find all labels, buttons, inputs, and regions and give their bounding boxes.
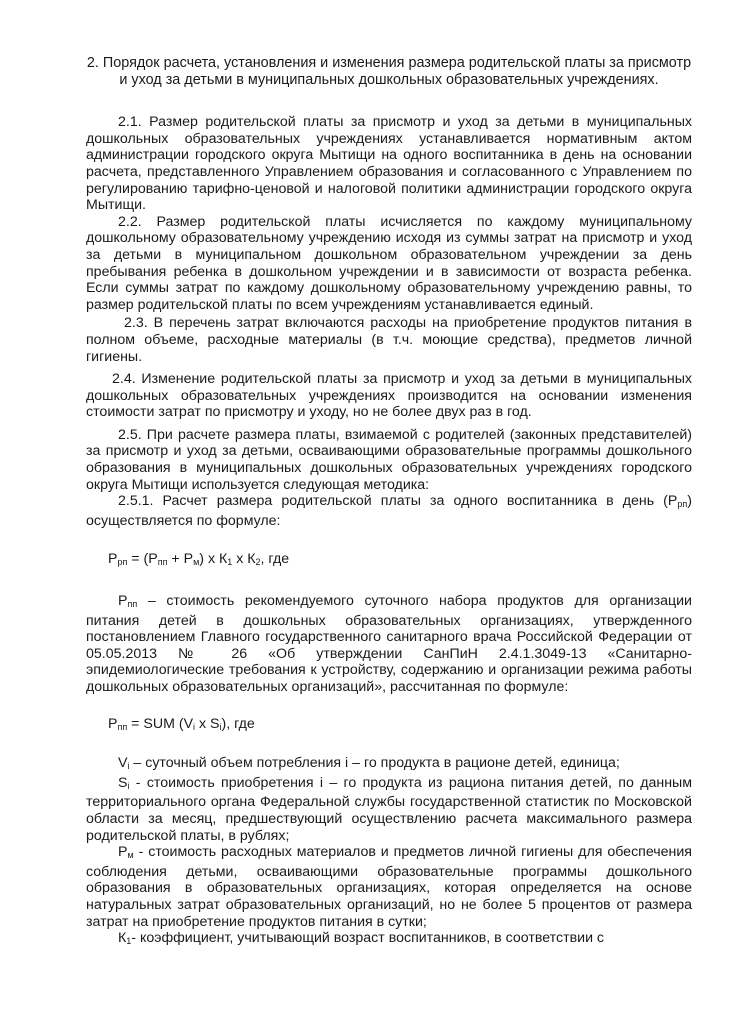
def-m-sym: Р [118, 844, 128, 861]
definition-pm [86, 844, 692, 930]
def-k1-sym: К [118, 930, 127, 947]
f2-lhs: Р [108, 715, 118, 732]
f1-eq: = (Р [127, 551, 158, 568]
formula-rpp [108, 551, 692, 571]
p251-symbol-sub: рп [677, 499, 688, 510]
definition-k1 [86, 930, 692, 950]
f1-ppp-sub: пп [157, 557, 168, 568]
f1-lhs-sub: рп [117, 557, 128, 568]
paragraph-2-2: 2.2. Размер родительской платы исчисляется по каждому муниципальному дошкольному образовательному учреждению исходя из суммы затрат на присмотр и уход за детьми в муниципальном дошкольном образовательном учреждении за день пребывания ребенка в дошкольном учреждении и в зависимости от возраста ребенка. Если суммы затрат по каждому дошкольному образовательному учреждению равны, то размер родительской платы по всем учреждениям устанавливается единый. [86, 213, 692, 313]
paragraph-2-4: 2.4. Изменение родительской платы за присмотр и уход за детьми в муниципальных дошкольных образовательных учреждениях производится на основании изменения стоимости затрат по присмотру и уходу, но не более двух раз в год. [86, 371, 692, 421]
p251-symbol: Р [667, 493, 678, 510]
f1-pm-sub: м [193, 557, 200, 568]
f1-k1-sub: 1 [227, 557, 233, 568]
def-ppp-text: – стоимость рекомендуемого суточного набора продуктов для организации питания детей в дошкольных образовательных организациях, утвержденного постановлением Главного государственного санитарного врача Российской Федерации от 05.05.2013 № 26 «Об утверждении СанПиН 2.4.1.3049-13 «Санитарно-эпидемиологические требования к устройству, содержанию и организации режима работы дошкольных образовательных организаций», рассчитанная по формуле: [86, 593, 692, 695]
paragraph-2-5: 2.5. При расчете размера платы, взимаемой с родителей (законных представителей) за присмотр и уход за детьми, осваивающими образовательные программы дошкольного образования в муниципальных дошкольных образовательных учреждениях городского округа Мытищи используется следующая методика: [86, 426, 692, 493]
f2-mid: = SUM (V [127, 715, 194, 732]
f1-k2-sub: 2 [255, 557, 261, 568]
def-m-sub: м [127, 850, 134, 861]
f1-x2: х К [232, 551, 256, 568]
def-v-sym: V [118, 755, 128, 772]
formula-ppp [108, 716, 692, 736]
f2-s-sub: i [219, 721, 222, 732]
paragraph-2-1: 2.1. Размер родительской платы за присмотр и уход за детьми в муниципальных дошкольных образовательных учреждениях устанавливается нормативным актом администрации городского округа Мытищи на одного воспитанника в день на основании расчета, представленного Управлением образования и согласованного с Управлением по регулированию тарифно-ценовой и налоговой политики администрации городского округа Мытищи. [86, 114, 692, 214]
paragraph-2-3: 2.3. В перечень затрат включаются расходы на приобретение продуктов питания в полном объеме, расходные материалы (в т.ч. моющие средства), предметов личной гигиены. [86, 315, 692, 365]
f1-lhs: Р [108, 551, 118, 568]
def-s-text: - стоимость приобретения i – го продукта из рациона питания детей, по данным территориального органа Федеральной службы государственной статистик по Московской области за месяц, предшествующий осуществлению расчета максимального размера родительской платы, в рублях; [86, 774, 692, 844]
f1-mid: ) х К [199, 551, 228, 568]
f2-x: х S [195, 715, 220, 732]
definition-vi [86, 755, 692, 775]
def-m-text: - стоимость расходных материалов и предметов личной гигиены для обеспечения соблюдения детьми, осваивающими образовательные программы дошкольного образования в образовательных организациях, которая определяется на основе натуральных затрат образовательных организаций, но не более 5 процентов от размера затрат на приобретение продуктов питания в сутки; [86, 844, 692, 930]
f1-plus: + Р [167, 551, 194, 568]
def-s-sub: i [127, 780, 130, 791]
def-ppp-sym: Р [118, 593, 128, 610]
document-page [86, 55, 692, 950]
section-heading: 2. Порядок расчета, установления и изменения размера родительской платы за присмотр и уход за детьми в муниципальных дошкольных образовательных учреждениях. [86, 55, 692, 88]
definition-ppp [86, 593, 692, 696]
definition-si [86, 775, 692, 844]
def-ppp-sub: пп [127, 599, 138, 610]
def-k1-sub: 1 [126, 936, 132, 947]
f2-v-sub: i [193, 721, 196, 732]
def-v-sub: i [127, 761, 130, 772]
f2-lhs-sub: пп [117, 721, 128, 732]
def-k1-text: - коэффициент, учитывающий возраст воспитанников, в соответствии с [131, 930, 605, 947]
f1-tail: , где [260, 551, 290, 568]
p251-tail: ) осуществляется по формуле: [86, 493, 692, 529]
def-v-text: – суточный объем потребления i – го продукта в рационе детей, единица; [129, 755, 620, 772]
paragraph-2-5-1 [86, 493, 692, 529]
p251-lead: 2.5.1. Расчет размера родительской платы за одного воспитанника в день ( [118, 493, 668, 510]
f2-tail: ), где [221, 715, 255, 732]
def-s-sym: S [118, 774, 128, 791]
